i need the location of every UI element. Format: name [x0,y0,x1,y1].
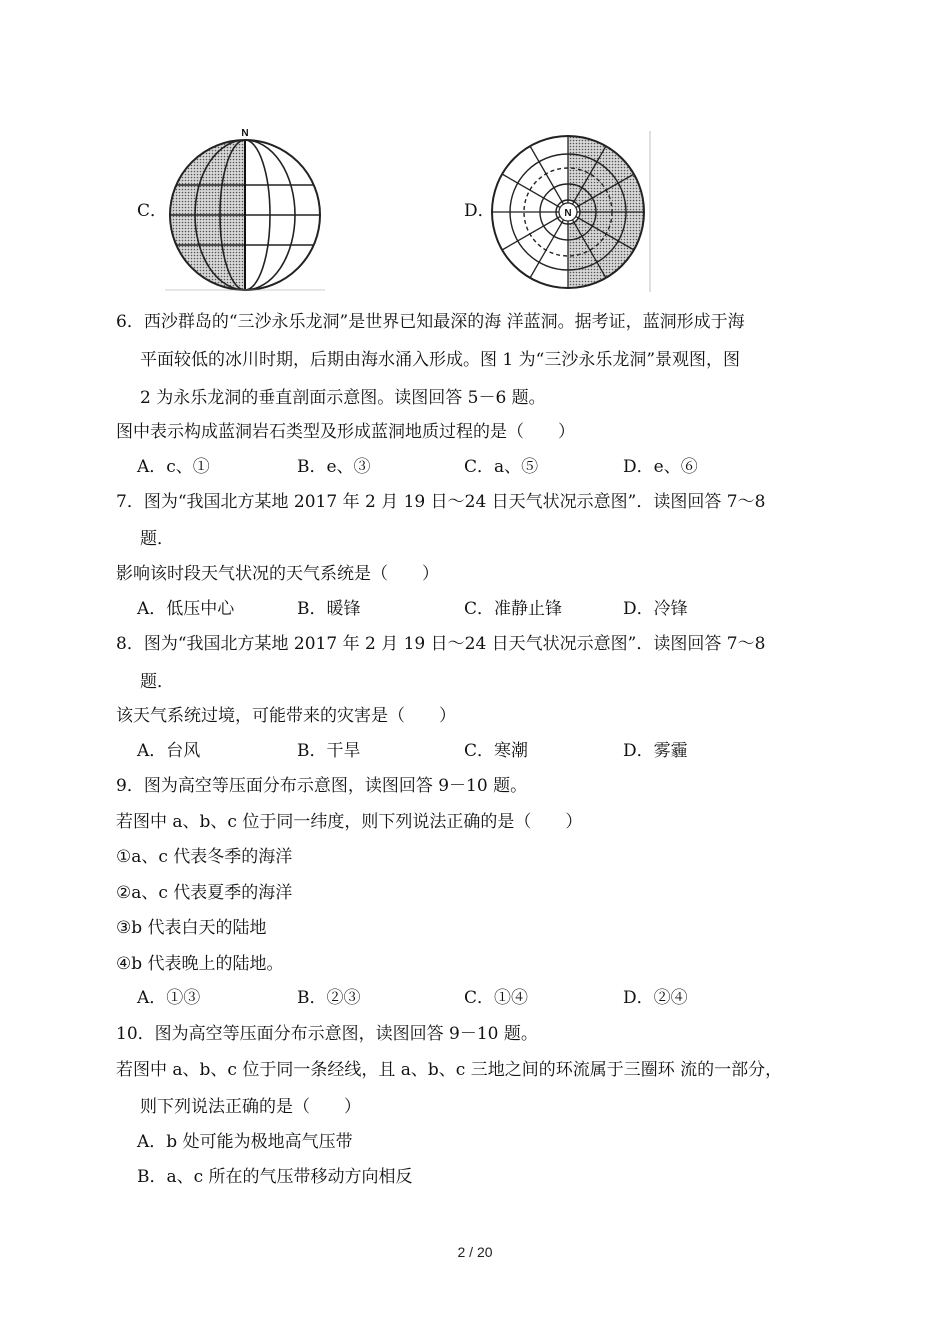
q6-option-b: B．e、③ [297,457,371,477]
q9-statement-2: ②a、c 代表夏季的海洋 [116,883,293,903]
q9-statement-1: ①a、c 代表冬季的海洋 [116,847,293,867]
q9-stem: 若图中 a、b、c 位于同一纬度，则下列说法正确的是（ ） [116,812,583,832]
q7-option-b: B．暖锋 [297,599,361,619]
polar-globe-figure-d [488,127,658,297]
q10-option-b: B．a、c 所在的气压带移动方向相反 [137,1167,413,1187]
q6-stem: 图中表示构成蓝洞岩石类型及形成蓝洞地质过程的是（ ） [116,422,575,442]
q10-option-a: A．b 处可能为极地高气压带 [137,1132,353,1152]
q8-option-a: A．台风 [137,741,201,761]
q8-option-d: D．雾霾 [623,741,688,761]
q6-option-c: C．a、⑤ [464,457,539,477]
q9-option-c: C．①④ [464,988,529,1008]
q8-option-c: C．寒潮 [464,741,529,761]
figure-d-label: D． [464,201,495,221]
q10-line: 10．图为高空等压面分布示意图，读图回答 9－10 题。 [116,1024,538,1044]
q9-statement-3: ③b 代表白天的陆地 [116,918,267,938]
north-letter-c: N [241,128,249,139]
q6-option-a: A．c、① [137,457,210,477]
q6-line-1: 6．西沙群岛的“三沙永乐龙洞”是世界已知最深的海 洋蓝洞。据考证，蓝洞形成于海 [116,312,745,332]
q7-line-1: 7．图为“我国北方某地 2017 年 2 月 19 日～24 日天气状况示意图”．读图回答 7～8 [116,492,766,512]
q7-option-d: D．冷锋 [623,599,688,619]
q7-line-2: 题． [140,529,174,549]
q9-option-b: B．②③ [297,988,361,1008]
q7-option-c: C．准静止锋 [464,599,563,619]
q9-statement-4: ④b 代表晚上的陆地。 [116,954,284,974]
q6-option-d: D．e、⑥ [623,457,698,477]
q6-line-3: 2 为永乐龙洞的垂直剖面示意图。读图回答 5－6 题。 [140,388,546,408]
q7-stem: 影响该时段天气状况的天气系统是（ ） [116,564,439,584]
q8-stem: 该天气系统过境，可能带来的灾害是（ ） [116,706,456,726]
q10-stem-line-2: 则下列说法正确的是（ ） [140,1097,361,1117]
q9-option-a: A．①③ [137,988,201,1008]
q9-option-d: D．②④ [623,988,688,1008]
globe-figure-c [160,125,330,295]
q9-line: 9．图为高空等压面分布示意图，读图回答 9－10 题。 [116,776,528,796]
q7-option-a: A．低压中心 [137,599,235,619]
q10-stem-line-1: 若图中 a、b、c 位于同一条经线，且 a、b、c 三地之间的环流属于三圈环 流的一部分， [116,1060,783,1080]
north-letter-d: N [564,208,572,219]
q8-line-1: 8．图为“我国北方某地 2017 年 2 月 19 日～24 日天气状况示意图”．读图回答 7～8 [116,634,766,654]
q6-line-2: 平面较低的冰川时期，后期由海水涌入形成。图 1 为“三沙永乐龙洞”景观图，图 [140,350,741,370]
page-number: 2 / 20 [457,1244,493,1260]
q8-line-2: 题． [140,672,174,692]
figure-c-label: C． [137,201,168,221]
q8-option-b: B．干旱 [297,741,361,761]
